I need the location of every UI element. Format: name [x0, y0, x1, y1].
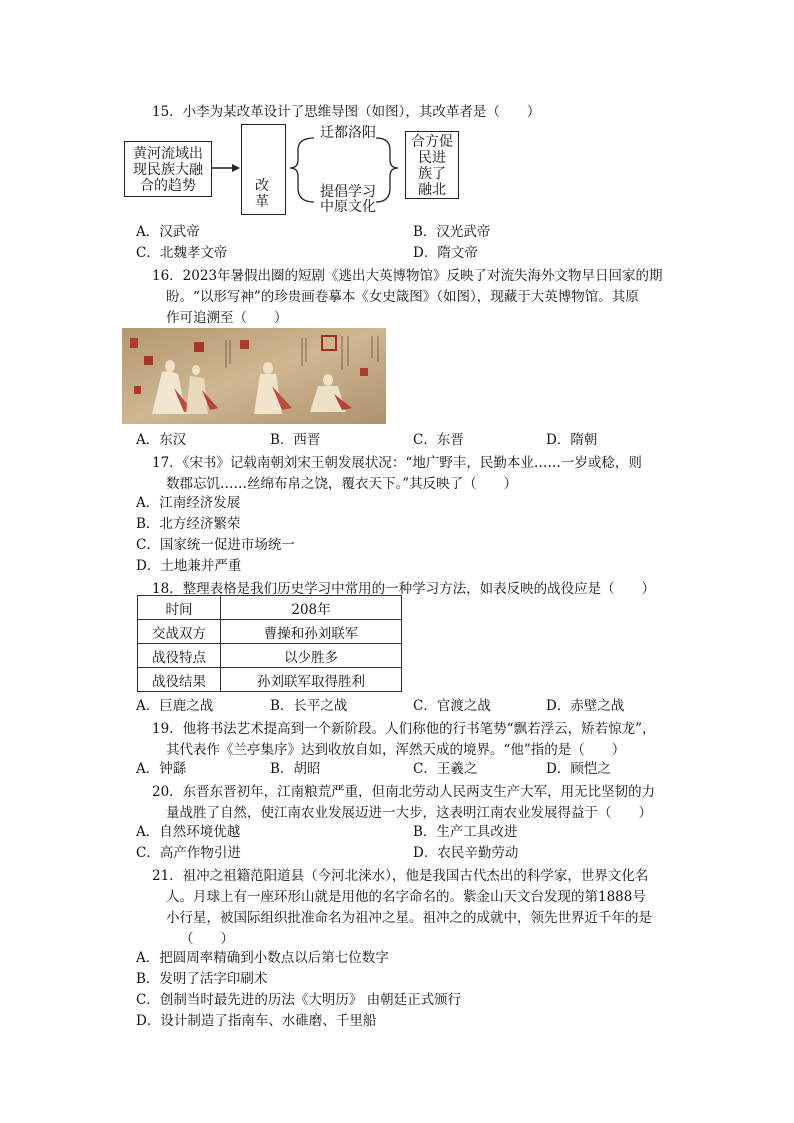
cause-line-1: 黄河流域出 — [133, 146, 203, 162]
q15-option-c[interactable]: C．北魏孝文帝 — [136, 245, 228, 261]
effect-line-3: 族了 — [418, 166, 446, 182]
q18-option-c[interactable]: C．官渡之战 — [413, 698, 491, 714]
table-value: 208年 — [221, 596, 402, 620]
q21-option-c[interactable]: C．创制当时最先进的历法《大明历》 由朝廷正式颁行 — [136, 992, 462, 1008]
table-value: 曹操和孙刘联军 — [221, 620, 402, 644]
q21-option-a[interactable]: A．把圆周率精确到小数点以后第七位数字 — [136, 950, 389, 966]
effect-line-1: 合方促 — [411, 134, 453, 150]
q21-stem-line-2: 人。月球上有一座环形山就是用他的名字命名的。紫金山天文台发现的第1888号 — [166, 889, 646, 905]
q15-option-a[interactable]: A．汉武帝 — [136, 224, 200, 240]
table-key: 时间 — [138, 596, 221, 620]
table-row — [138, 668, 402, 692]
q18-option-a[interactable]: A．巨鹿之战 — [136, 698, 214, 714]
q17-option-a[interactable]: A．江南经济发展 — [136, 495, 241, 511]
table-value: 以少胜多 — [221, 644, 402, 668]
branch-move-capital: 迁都洛阳 — [320, 125, 376, 141]
q16-option-d[interactable]: D．隋朝 — [546, 432, 598, 448]
q20-option-b[interactable]: B．生产工具改进 — [413, 824, 518, 840]
reform-char-2: 革 — [255, 194, 269, 210]
q15-option-b[interactable]: B．汉光武帝 — [413, 224, 491, 240]
q16-option-a[interactable]: A．东汉 — [136, 432, 187, 448]
effect-line-4: 融北 — [418, 182, 446, 198]
q18-option-d[interactable]: D．赤壁之战 — [546, 698, 625, 714]
branch-learn-line-1: 提倡学习 — [320, 184, 376, 200]
q16-stem-line-2: 盼。“以形写神”的珍贵画卷摹本《女史箴图》（如图），现藏于大英博物馆。其原 — [166, 289, 639, 305]
q17-option-d[interactable]: D．土地兼并严重 — [136, 558, 242, 574]
table-key: 交战双方 — [138, 620, 221, 644]
q16-option-b[interactable]: B．西晋 — [270, 432, 321, 448]
q15-stem: 15．小李为某改革设计了思维导图（如图），其改革者是（ ） — [152, 104, 541, 120]
q15-option-d[interactable]: D．隋文帝 — [413, 245, 478, 261]
q17-option-b[interactable]: B．北方经济繁荣 — [136, 516, 241, 532]
table-row — [138, 644, 402, 668]
table-value: 孙刘联军取得胜利 — [221, 668, 402, 692]
q20-stem-line-2: 量战胜了自然，使江南农业发展迈进一大步，这表明江南农业发展得益于（ ） — [166, 805, 652, 821]
q17-option-c[interactable]: C．国家统一促进市场统一 — [136, 537, 295, 553]
table-row — [138, 620, 402, 644]
q19-option-c[interactable]: C．王羲之 — [413, 761, 478, 777]
table-key: 战役结果 — [138, 668, 221, 692]
q17-stem-line-2: 数郡忘饥……丝绵布帛之饶，覆衣天下。”其反映了（ ） — [166, 476, 518, 492]
q21-stem-line-3: 小行星，被国际组织批准命名为祖冲之星。祖冲之的成就中，领先世界近千年的是 — [166, 910, 652, 926]
mind-map-connectors — [0, 0, 794, 230]
reform-char-1: 改 — [255, 178, 269, 194]
q20-option-d[interactable]: D．农民辛勤劳动 — [413, 845, 519, 861]
q20-option-a[interactable]: A．自然环境优越 — [136, 824, 241, 840]
q20-stem-line-1: 20．东晋东晋初年，江南粮荒严重，但南北劳动人民两支生产大军，用无比坚韧的力 — [152, 784, 656, 800]
admonitions-scroll-image — [122, 328, 386, 424]
q18-stem: 18．整理表格是我们历史学习中常用的一种学习方法，如表反映的战役应是（ ） — [152, 581, 656, 597]
branch-learn-line-2: 中原文化 — [320, 199, 376, 215]
cause-line-3: 合的趋势 — [140, 178, 196, 194]
effect-line-2: 民进 — [418, 150, 446, 166]
q19-stem-line-1: 19．他将书法艺术提高到一个新阶段。人们称他的行书笔势“飘若浮云，矫若惊龙”， — [152, 721, 656, 737]
table-key: 战役特点 — [138, 644, 221, 668]
q19-option-b[interactable]: B．胡昭 — [270, 761, 321, 777]
table-row — [138, 596, 402, 620]
cause-line-2: 现民族大融 — [133, 162, 203, 178]
q21-option-d[interactable]: D．设计制造了指南车、水碓磨、千里船 — [136, 1013, 377, 1029]
q17-stem-line-1: 17．《宋书》记载南朝刘宋王朝发展状况：“地广野丰，民勤本业……一岁或稔，则 — [152, 455, 642, 471]
q19-option-a[interactable]: A．钟繇 — [136, 761, 187, 777]
q18-option-b[interactable]: B．长平之战 — [270, 698, 348, 714]
q16-stem-line-1: 16．2023年暑假出圈的短剧《逃出大英博物馆》反映了对流失海外文物早日回家的期 — [152, 268, 663, 284]
q16-option-c[interactable]: C．东晋 — [413, 432, 464, 448]
q19-option-d[interactable]: D．顾恺之 — [546, 761, 611, 777]
q18-battle-table — [137, 595, 402, 692]
q21-stem-line-4: （ ） — [180, 931, 234, 947]
q20-option-c[interactable]: C．高产作物引进 — [136, 845, 241, 861]
q21-stem-line-1: 21．祖冲之祖籍范阳道县（今河北涞水），他是我国古代杰出的科学家，世界文化名 — [152, 868, 649, 884]
q21-option-b[interactable]: B．发明了活字印刷术 — [136, 971, 268, 987]
q19-stem-line-2: 其代表作《兰亭集序》达到收放自如，浑然天成的境界。“他”指的是（ ） — [166, 742, 626, 758]
q16-stem-line-3: 作可追溯至（ ） — [166, 310, 288, 326]
